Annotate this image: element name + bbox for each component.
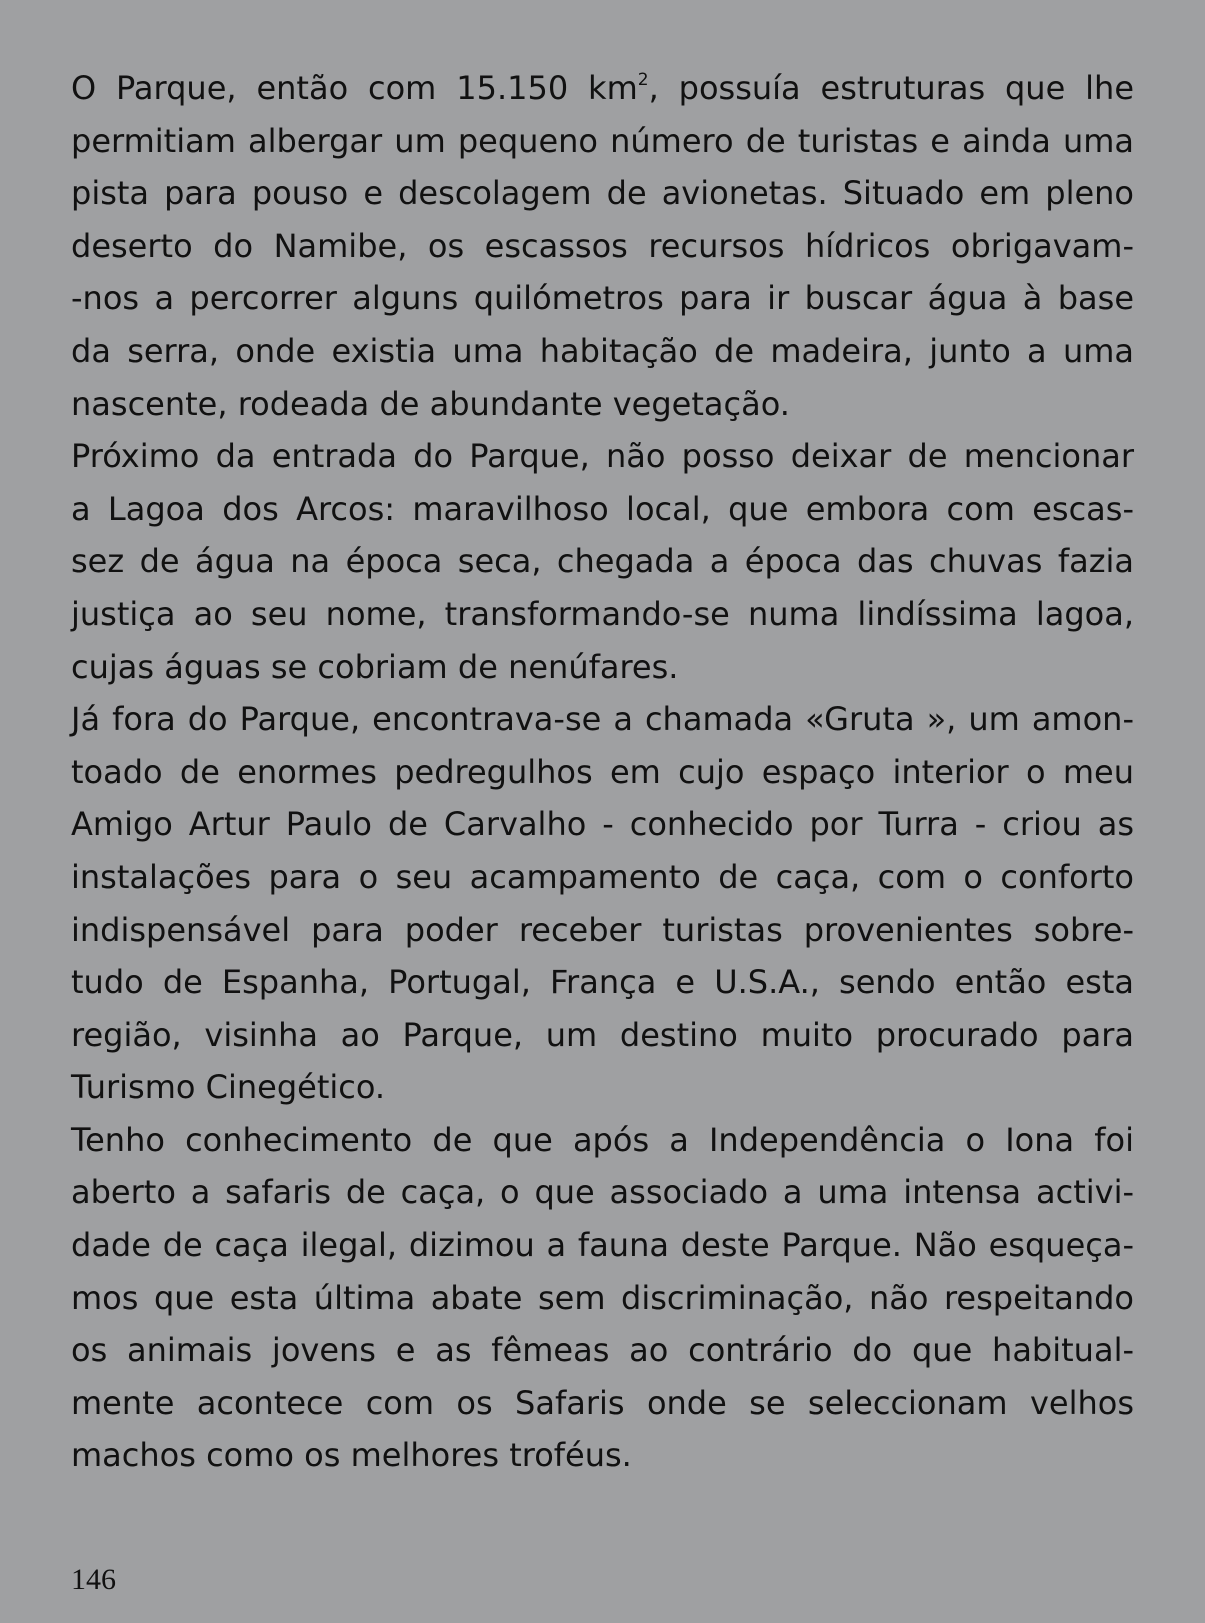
paragraph-1: [71, 62, 1134, 430]
paragraph-3-line-1: Já fora do Parque, encontrava-se a chamada «Gruta », um amon-: [71, 700, 1134, 739]
paragraph-3-line-2: toado de enormes pedregulhos em cujo espaço interior o meu: [71, 752, 1134, 791]
paragraph-2-line-2: a Lagoa dos Arcos: maravilhoso local, que embora com escas-: [71, 489, 1134, 528]
paragraph-2-line-5: cujas águas se cobriam de nenúfares.: [71, 647, 679, 686]
paragraph-1-line-5: -nos a percorrer alguns quilómetros para ir buscar água à base: [71, 279, 1134, 318]
paragraph-4-line-2: aberto a safaris de caça, o que associado a uma intensa activi-: [71, 1173, 1134, 1212]
paragraph-4-line-6: mente acontece com os Safaris onde se seleccionam velhos: [71, 1383, 1134, 1422]
paragraph-1-line-1-text: O Parque, então com 15.150 km: [71, 69, 638, 107]
paragraph-1-line-2: permitiam albergar um pequeno número de turistas e ainda uma: [71, 121, 1134, 160]
paragraph-2-line-3: sez de água na época seca, chegada a época das chuvas fazia: [71, 542, 1134, 581]
paragraph-3: [71, 693, 1134, 1114]
superscript-2: 2: [637, 70, 649, 90]
page-number: 146: [71, 1563, 116, 1596]
paragraph-1-line-1-rest: , possuía estruturas que lhe: [648, 69, 1135, 107]
paragraph-1-line-7: nascente, rodeada de abundante vegetação.: [71, 384, 790, 423]
paragraph-4-line-1: Tenho conhecimento de que após a Independência o Iona foi: [71, 1120, 1134, 1159]
paragraph-1-line-6: da serra, onde existia uma habitação de madeira, junto a uma: [71, 331, 1134, 370]
body-text: [71, 62, 1134, 1482]
paragraph-3-line-4: instalações para o seu acampamento de caça, com o conforto: [71, 857, 1134, 896]
paragraph-4-line-5: os animais jovens e as fêmeas ao contrário do que habitual-: [71, 1331, 1134, 1370]
paragraph-4: [71, 1114, 1134, 1482]
paragraph-4-line-3: dade de caça ilegal, dizimou a fauna deste Parque. Não esqueça-: [71, 1226, 1134, 1265]
paragraph-1-line-3: pista para pouso e descolagem de avionetas. Situado em pleno: [71, 174, 1134, 213]
paragraph-1-line-4: deserto do Namibe, os escassos recursos hídricos obrigavam-: [71, 226, 1134, 265]
paragraph-3-line-3: Amigo Artur Paulo de Carvalho - conhecido por Turra - criou as: [71, 805, 1134, 844]
paragraph-3-line-6: tudo de Espanha, Portugal, França e U.S.A., sendo então esta: [71, 963, 1134, 1002]
paragraph-1-line-1: [71, 62, 1134, 115]
paragraph-4-line-4: mos que esta última abate sem discriminação, não respeitando: [71, 1278, 1134, 1317]
paragraph-2-line-1: Próximo da entrada do Parque, não posso deixar de mencionar: [71, 437, 1134, 476]
paragraph-2-line-4: justiça ao seu nome, transformando-se numa lindíssima lagoa,: [71, 594, 1134, 633]
paragraph-3-line-5: indispensável para poder receber turistas provenientes sobre-: [71, 910, 1134, 949]
paragraph-3-line-7: região, visinha ao Parque, um destino muito procurado para: [71, 1015, 1134, 1054]
paragraph-2: [71, 430, 1134, 693]
paragraph-3-line-8: Turismo Cinegético.: [71, 1068, 386, 1107]
paragraph-4-line-7: machos como os melhores troféus.: [71, 1436, 632, 1475]
